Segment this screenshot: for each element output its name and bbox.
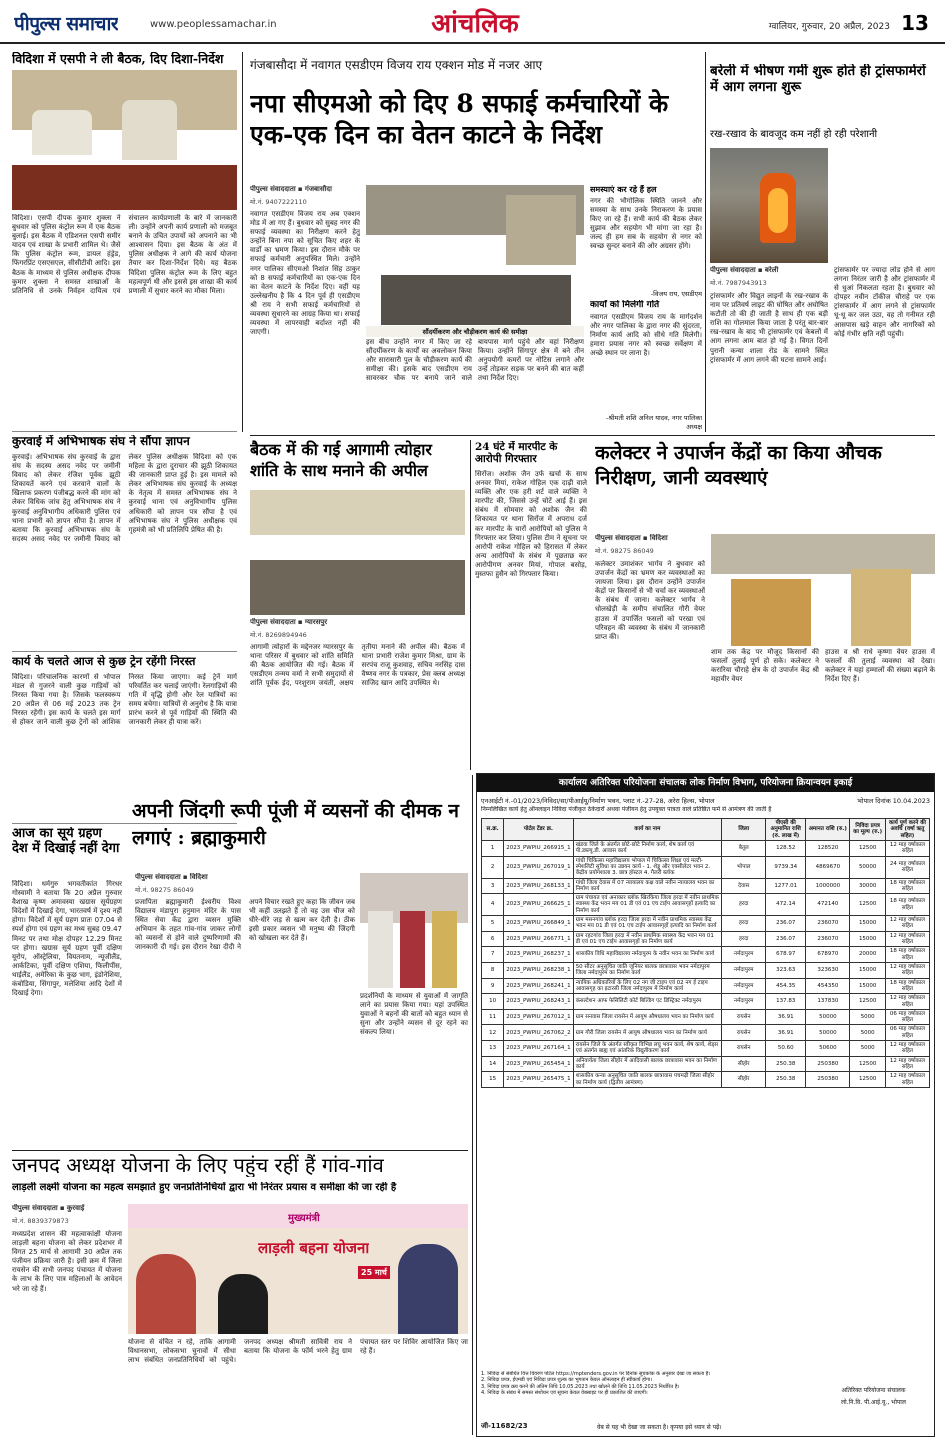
- tender-cell: न्यायिक अधिकारियों के लिए 02 नग जी टाइप एवं 02 नग ई टाइप आवासगृह का इटारसी जिला नर्मदापुरम में निर्माण कार्य: [573, 978, 721, 994]
- article-sdm-kicker: गंजबासौदा में नवागत एसडीएम विजय राय एक्शन मोड में नजर आए: [250, 58, 543, 72]
- tender-cell: 50 सीटर अनुसूचित जाति जूनियर बालक छात्रावास भवन नर्मदापुरम जिला नर्मदापुरम का निर्माण कार्य: [573, 962, 721, 978]
- column-rule: [472, 775, 473, 1435]
- tender-notes: [481, 1371, 811, 1396]
- tender-row: [482, 840, 930, 856]
- divider: [12, 651, 237, 652]
- article-sdm-body: नवागत एसडीएम विजय राय अब एक्शन मोड में आ गए हैं। बुधवार को सुबह नगर की सफाई व्यवस्था का निरीक्षण करने हेतु उन्होंने बिना नपा को सूचित किए शहर के वार्डों का भ्रमण किया। इस दौरान मौके पर सफाई कर्मचारी अनुपस्थित मिले। उन्होंने नगर पालिका सीएमओ निशांत सिंह ठाकुर को 8 सफाई कर्मचारियों का एक-एक दिन का वेतन काटने के निर्देश दिए। वहीं यह उल्लेखनीय है कि 4 दिन पूर्व ही एसडीएम श्री राय ने सभी सफाई कर्मचारियों से व्यवस्था सुधारने का आग्रह किया था। सफाई व्यवस्था में लापरवाही बर्दाश्त नहीं की जाएगी।: [250, 210, 360, 337]
- tender-cell: 5000: [850, 1025, 885, 1041]
- tender-cell: 236070: [806, 931, 850, 947]
- byline-name: पीपुल्स संवाददाता: [12, 1204, 58, 1212]
- tender-cell: 11: [482, 1009, 504, 1025]
- byline-name: पीपुल्स संवाददाता: [595, 534, 641, 542]
- tender-cell: नर्मदापुरम: [722, 978, 766, 994]
- tender-cell: गांधी जिला देवास में 07 न्यायालय कक्ष वाले नवीन न्यायालय भवन का निर्माण कार्य: [573, 878, 721, 894]
- tender-cell: 36.91: [766, 1009, 806, 1025]
- tender-col-header: निविदा प्रपत्र का मूल्य (रु.): [850, 819, 885, 841]
- article-sdm-mobile: मो.नं. 9407222110: [250, 198, 307, 206]
- transformer-fire-photo: [710, 148, 828, 263]
- tender-col-header: कार्य का नाम: [573, 819, 721, 841]
- sp-meeting-photo: [12, 70, 237, 210]
- tender-cell: 2023_PWPIU_266915_1: [504, 840, 573, 856]
- tender-cell: 18 माह वर्षाकाल सहित: [885, 878, 929, 894]
- byline-place: विदिशा: [189, 873, 208, 881]
- article-kurwai-lawyers-headline: कुरवाई में अभिभाषक संघ ने सौंपा ज्ञापन: [12, 435, 190, 448]
- tender-cell: ग्राम मसनगांव ब्लॉक हरदा जिला हरदा में नवीन प्राथमिक स्वास्थ्य केंद्र भवन मय 01 डी एवं 01 एच टाईप आवासगृहों इत्यादि का निर्माण कार्य: [573, 916, 721, 932]
- tender-cell: हरदा: [722, 931, 766, 947]
- article-peace-mobile: मो.नं. 8269894946: [250, 631, 307, 639]
- article-peace-body: आगामी त्योहारों के मद्देनजर ग्यारसपुर के थाना परिसर में बुधवार को शांति समिति की बैठक आयोजित की गई। बैठक में एसडीएम तन्मय वर्मा ने सभी समुदायों से शांति पूर्वक ईद, परशुराम जयंती, अक्षय तृतीया मनाने की अपील की। बैठक में थाना प्रभारी राजेश कुमार मिश्रा, ग्राम के सरपंच राजू कुशवाह, सचिव नरसिंह दास वैष्णव नगर के पत्रकार, प्रेस क्लब अध्यक्ष साजिद खान आदि उपस्थित थे।: [250, 643, 465, 688]
- tender-cell: 2023_PWPIU_267019_1: [504, 856, 573, 878]
- tender-col-header: स.क्र.: [482, 819, 504, 841]
- tender-cell: 137830: [806, 994, 850, 1010]
- tender-cell: ग्राम सनवास जिला रायसेन में आयुष औषधालय भवन का निर्माण कार्य: [573, 1009, 721, 1025]
- brand-logo: पीपुल्स समाचार: [14, 13, 119, 35]
- masthead: [0, 0, 945, 44]
- tender-cell: 2023_PWPIU_268241_1: [504, 978, 573, 994]
- tender-cell: रायसेन: [722, 1009, 766, 1025]
- sdm-inspection-photo: [366, 185, 584, 325]
- tender-cell: 50600: [806, 1041, 850, 1057]
- sdm-side-quote-1: -विजय राय, एसडीएम: [650, 290, 702, 298]
- peace-meeting-photo: [250, 490, 465, 615]
- tender-cell: 14: [482, 1056, 504, 1072]
- tender-cell: 2: [482, 856, 504, 878]
- tender-cell: 12500: [850, 840, 885, 856]
- article-collector-body: कलेक्टर उमाशंकर भार्गव ने बुधवार को उपार्जन केंद्रों का भ्रमण कर व्यवस्थाओं का जायजा लिया। इस दौरान उन्होंने उपार्जन केंद्रों पर किसानों से भी चर्चा कर व्यवस्थाओं के संबंध में जाना। कलेक्टर भार्गव ने धोलखेड़ी के समीप संचालित गौरी वेयर हाउस में उपार्जित फसलों को परखा एवं परिवहन की व्यवस्था के संबंध में जानकारी प्राप्त की।: [595, 560, 705, 641]
- article-kurwai-lawyers-body: कुरवाई। अभिभाषक संघ कुरवाई के द्वारा संघ के सदस्य असद नवेद पर जमीनी विवाद को लेकर रंजिश पूर्वक झूठी शिकायतें करने एवं करवाने वालों के खिलाफ प्रकरण पंजीबद्ध करने की मांग को लेकर विधिक जांच हेतु अभिभाषक संघ ने कुरवाई अनुविभागीय अधिकारी पुलिस एवं थाना प्रभारी को ज्ञापन सौंपा है। ज्ञापन में बताया कि कुरवाई अभिभाषक संघ के सदस्य असद नवेद पर जमीनी विवाद को लेकर पुलिस अधीक्षक विदिशा को एक महिला के द्वारा दुराचार की झूठी शिकायत की जानकारी प्राप्त हुई है। इस मामले को लेकर अभिभाषक संघ कुरवाई के अध्यक्ष के नेतृत्व में समस्त अभिभाषक संघ ने कुरवाई थाना एवं अनुविभागीय पुलिस अधिकारी को ज्ञापन पत्र सौंपा है एवं अभिभाषक संघ ने पुलिस अधीक्षक एवं गृहमंत्री को भी प्रतिलिपि प्रेषित की है।: [12, 453, 237, 543]
- article-transformer-body-2: ट्रांसफार्मर पर ज्यादा लोड होने से आग लगना निरंतर जारी है और ट्रांसफार्मर में से धुआं निकलता रहता है। बुधवार को दोपहर नवीन टॉकीज चौराहे पर एक ट्रांसफार्मर में आग लगने से ट्रांसफार्मर धू-धू कर जल उठा, वह तो गनीमत रही आसपास खड़े वाहन और नागरिकों को कोई गंभीर क्षति नहीं पहुंची।: [834, 266, 935, 338]
- tender-cell: गांधी चिकित्सा महाविद्यालय भोपाल में चिकित्सा शिक्षा एवं मल्टी-स्पेशलिटी सुविधा का उन्नयन कार्य - 1. शेड्ड और एक्सीलेटर भवन 2. केंद्रीय प्रयोगशाला 3. छात्र हॉस्टल 4. गैलरी ब्लॉक: [573, 856, 721, 878]
- tender-cell: भोपाल: [722, 856, 766, 878]
- tender-row: [482, 931, 930, 947]
- byline-name: पीपुल्स संवाददाता: [710, 266, 756, 274]
- tender-cell: 250380: [806, 1072, 850, 1088]
- tender-cell: 128.52: [766, 840, 806, 856]
- article-arrest-headline: 24 घंटे में मारपीट के आरोपी गिरफ्तार: [475, 441, 558, 466]
- tender-cell: 2023_PWPIU_268133_1: [504, 878, 573, 894]
- tender-cell: देवास: [722, 878, 766, 894]
- tender-cell: 250.38: [766, 1056, 806, 1072]
- collector-inspection-photo: [711, 534, 935, 646]
- tender-cell: 15000: [850, 962, 885, 978]
- tender-cell: 20000: [850, 947, 885, 963]
- tender-table: [481, 818, 930, 1088]
- sdm-photo-caption: सौंदर्यीकरण और चौड़ीकरण कार्य की समीक्षा: [366, 326, 584, 337]
- tender-cell: 678970: [806, 947, 850, 963]
- tender-intro: निम्नलिखित कार्य हेतु ऑनलाइन निविदा पंजीकृत ठेकेदारों अथवा पंजीयन हेतु उपयुक्त पात्रता वाले प्रतिष्ठित फर्म से आमंत्रण की जाती है: [481, 806, 772, 813]
- article-brahmakumari-headline: अपनी जिंदगी रूपी पूंजी में व्यसनों की दीमक न लगाएं : ब्रह्माकुमारी: [132, 800, 459, 849]
- tender-col-header: पोर्टल टेंडर क्र.: [504, 819, 573, 841]
- article-arrest-body: सिरोंज। अशोक जैन उर्फ खर्चा के साथ अनवर मियां, राकेश गोहिल एक दाढ़ी वाले व्यक्ति और एक हरी शर्ट वाले व्यक्ति ने मारपीट की, जिससे उन्हें चोटें आई हैं। इस संबंध में सोमवार को अशोक जैन की शिकायत पर थाना सिरोंज में अपराध दर्ज कर मारपीट के चारों आरोपियों को पुलिस ने गिरफ्तार कर लिया। पुलिस टीम ने सूचना पर आरोपी राकेश गोहिल को हिरासत में लेकर अन्य आरोपियों के संबंध में पूछताछ कर आरोपीगण अनवर मियां, गोपाल बसोड़, मुस्तफा हुसैन को गिरफ्तार किया।: [475, 470, 587, 579]
- tender-cell: 12 माह वर्षाकाल सहित: [885, 994, 929, 1010]
- tender-cell: बैतूल: [722, 840, 766, 856]
- tender-row: [482, 856, 930, 878]
- byline-name: पीपुल्स संवाददाता: [135, 873, 181, 881]
- tender-cell: 472140: [806, 894, 850, 916]
- tender-cell: 5: [482, 916, 504, 932]
- tender-row: [482, 878, 930, 894]
- tender-cell: 1000000: [806, 878, 850, 894]
- sdm-side-quote-2: -श्रीमती शशि अनिल यादव, नगर पालिका अध्यक्ष: [605, 414, 702, 431]
- tender-cell: 15: [482, 1072, 504, 1088]
- article-brahmakumari-body-2: प्रदर्शनियों के माध्यम से युवाओं में जागृति लाने का प्रयास किया गया। यहां उपस्थित युवाओं ने बहनों की बातों को बहुत ध्यान से सुना और उन्होंने व्यसन से दूर रहने का संकल्प लिया।: [360, 992, 468, 1037]
- column-rule: [705, 52, 706, 432]
- tender-cell: 13: [482, 1041, 504, 1057]
- sdm-side-heading-2: कार्यों को मिलेगी गति: [590, 300, 660, 310]
- tender-cell: 4: [482, 894, 504, 916]
- tender-cell: 2023_PWPIU_267062_2: [504, 1025, 573, 1041]
- tender-cell: 2023_PWPIU_265454_1: [504, 1056, 573, 1072]
- tender-cell: 36.91: [766, 1025, 806, 1041]
- tender-cell: 12500: [850, 894, 885, 916]
- article-sp-meeting-headline: विदिशा में एसपी ने ली बैठक, दिए दिशा-निर्देश: [12, 52, 224, 66]
- column-rule: [242, 52, 243, 432]
- byline-place: गंजबासौदा: [304, 185, 332, 193]
- tender-cell: 454.35: [766, 978, 806, 994]
- tender-cell: 12 माह वर्षाकाल सहित: [885, 840, 929, 856]
- tender-cell: 323630: [806, 962, 850, 978]
- site-url[interactable]: www.peoplessamachar.in: [150, 19, 277, 30]
- tender-cell: 12 माह वर्षाकाल सहित: [885, 916, 929, 932]
- tender-cell: 6: [482, 931, 504, 947]
- byline-place: कुरवाई: [66, 1204, 85, 1212]
- tender-cell: 2023_PWPIU_268243_1: [504, 994, 573, 1010]
- tender-cell: हरदा: [722, 916, 766, 932]
- tender-cell: 1277.01: [766, 878, 806, 894]
- tender-sign-1: अतिरिक्त परियोजना संचालक: [841, 1387, 906, 1394]
- article-janpad-sub: लाड़ली लक्ष्मी योजना का महत्व समझाते हुए जनप्रतिनिधियों द्वारा भी निरंतर प्रयास व समीक्षा की जा रही है: [12, 1182, 397, 1193]
- tender-note: 3. निविदा प्रपत्र क्रय करने की अंतिम तिथि 10.05.2023 तथा खोलने की तिथि 11.05.2023 निर्धारित है।: [481, 1383, 680, 1390]
- tender-cell: 4869670: [806, 856, 850, 878]
- tender-cell: 30000: [850, 878, 885, 894]
- tender-cell: 12 माह वर्षाकाल सहित: [885, 931, 929, 947]
- tender-title: कार्यालय अतिरिक्त परियोजना संचालक लोक निर्माण विभाग, परियोजना क्रियान्वयन इकाई: [477, 774, 934, 792]
- poster-date: 25 मार्च: [358, 1266, 390, 1279]
- tender-cell: अनिवार्यता जिला सीहोर में आदिवासी बालक छात्रावास भवन का निर्माण कार्य: [573, 1056, 721, 1072]
- tender-row: [482, 1025, 930, 1041]
- tender-cell: 15000: [850, 978, 885, 994]
- article-transformer-mobile: मो.नं. 7987943913: [710, 279, 767, 287]
- tender-cell: सीहोर: [722, 1072, 766, 1088]
- tender-cell: रायसेन: [722, 1025, 766, 1041]
- tender-cell: ग्राम रहटगांव जिला हरदा में नवीन प्राथमिक स्वास्थ्य केंद्र भवन मय 01 डी एवं 01 एच टाईप आवासगृहों का निर्माण कार्य: [573, 931, 721, 947]
- tender-date: भोपाल दिनांक 10.04.2023: [857, 797, 930, 805]
- tender-row: [482, 1056, 930, 1072]
- poster-main: लाड़ली बहना योजना: [258, 1239, 370, 1257]
- article-transformer-body: ट्रांसफार्मर और विद्युत लाइनों के रख-रखाव के नाम पर प्रतिवर्ष लाइट की घोषित और अघोषित कटौती तो की ही जाती है साथ ही एक बड़ी राशि का गोलमाल किया जाता है परंतु बार-बार रख-रखाव के बाद भी ट्रांसफार्मर एवं केबलों में आग लगना आम बात हो गई है। विगत दिनों पुरानी कन्या शाला रोड के सामने स्थित ट्रांसफार्मर में आग लगने की घटना सामने आई।: [710, 292, 828, 364]
- article-transformer-byline: पीपुल्स संवाददाता ▪ बरेली: [710, 266, 779, 274]
- tender-cell: 15000: [850, 931, 885, 947]
- tender-cell: 2023_PWPIU_267164_1: [504, 1041, 573, 1057]
- article-brahmakumari-body: प्रजापिता ब्रह्माकुमारी ईश्वरीय विश्व विद्यालय मंडापुरा हनुमान मंदिर के पास स्थित सेवा केंद्र द्वारा व्यसन मुक्ति अभियान के तहत गांव-गांव जाकर लोगों को व्यसनों से होने वाले दुष्परिणामों की जानकारी दी गई। इस दौरान रेखा दीदी ने अपने विचार रखते हुए कहा कि जीवन जब भी कहीं उलझते हैं तो वह उस चीज को धीरे-धीरे जड़ से खत्म कर देती है। ठीक इसी प्रकार व्यसन भी मनुष्य की जिंदगी को खोखला कर देते हैं।: [135, 898, 355, 952]
- column-rule: [470, 440, 471, 770]
- tender-cell: 12500: [850, 1056, 885, 1072]
- tender-row: [482, 994, 930, 1010]
- article-trains-body: विदिशा। परिचालनिक कारणों से भोपाल मंडल से गुजरने वाली कुछ गाड़ियों को निरस्त किया गया है। जिसके फलस्वरूप 20 अप्रैल से 06 मई 2023 तक ट्रेन निरस्त रहेंगी। इस कार्य के चलते इस मार्ग से होकर जाने वाली कुछ ट्रेनों को आंशिक निरस्त किया जाएगा। कई ट्रेनें मार्ग परिवर्तित कर चलाई जाएंगी। रेलगाड़ियों की गति में वृद्धि होगी और रेल यात्रियों का समय बचेगा। यात्रियों से अनुरोध है कि यात्रा प्रारंभ करने से पूर्व गाड़ियों की स्थिति की जानकारी लेकर ही यात्रा करें।: [12, 673, 237, 727]
- tender-ro-number: जी-11682/23: [481, 1422, 528, 1430]
- tender-cell: 323.63: [766, 962, 806, 978]
- tender-cell: 50.60: [766, 1041, 806, 1057]
- tender-cell: 12500: [850, 1072, 885, 1088]
- tender-row: [482, 978, 930, 994]
- page-number: 13: [901, 11, 929, 35]
- article-collector-mobile: मो.नं. 98275 86049: [595, 547, 654, 555]
- tender-row: [482, 1009, 930, 1025]
- tender-cell: नर्मदापुरम: [722, 947, 766, 963]
- collector-photo-caption: शाम तक केंद्र पर मौजूद किसानों की फसलों तुलाई पूर्ण हो सके। कलेक्टर ने करारिया चौराहे क्षेत्र के दो उपार्जन केंद्र श्री महावीर वेयर: [711, 648, 819, 684]
- tender-cell: 5000: [850, 1041, 885, 1057]
- tender-cell: 678.97: [766, 947, 806, 963]
- tender-row: [482, 894, 930, 916]
- tender-cell: ग्राम पंचायत एवं अनाकार ब्लॉक खिरकिया जिला हरदा में नवीन प्राथमिक स्वास्थ्य केंद्र भवन मय 01 डी एवं 01 एच टाईप आवासगृहों इत्यादि का निर्माण कार्य: [573, 894, 721, 916]
- tender-cell: 2023_PWPIU_268237_1: [504, 947, 573, 963]
- tender-cell: 454350: [806, 978, 850, 994]
- tender-cell: 236.07: [766, 916, 806, 932]
- article-collector-headline: कलेक्टर ने उपार्जन केंद्रों का किया औचक निरीक्षण, जानी व्यवस्थाएं: [595, 442, 882, 489]
- sdm-side-heading: समस्याएं कर रहे हैं हल: [590, 185, 657, 194]
- tender-cell: 06 माह वर्षाकाल सहित: [885, 1009, 929, 1025]
- article-sdm-headline: नपा सीएमओ को दिए 8 सफाई कर्मचारियों के एक-एक दिन का वेतन काटने के निर्देश: [250, 89, 669, 150]
- byline-place: विदिशा: [649, 534, 668, 542]
- poster-title: मुख्यमंत्री: [288, 1213, 320, 1224]
- tender-table-header: [482, 819, 930, 841]
- tender-cell: 18 माह वर्षाकाल सहित: [885, 978, 929, 994]
- horizontal-rule: [250, 435, 935, 436]
- article-brahmakumari-mobile: मो.नं. 98275 86049: [135, 886, 194, 894]
- tender-cell: 472.14: [766, 894, 806, 916]
- tender-row: [482, 1041, 930, 1057]
- tender-cell: 1: [482, 840, 504, 856]
- tender-note: 4. निविदा के संबंध में समस्त संशोधन एवं सूचना केवल वेबसाइट पर ही प्रकाशित की जाएगी।: [481, 1389, 648, 1396]
- tender-cell: 12500: [850, 994, 885, 1010]
- article-eclipse-headline: आज का सूर्य ग्रहण देश में दिखाई नहीं देगा: [12, 827, 120, 856]
- tender-cell: 5000: [850, 1009, 885, 1025]
- article-peace-meeting-headline: बैठक में की गई आगामी त्योहार शांति के साथ मनाने की अपील: [250, 440, 432, 480]
- tender-cell: 2023_PWPIU_265475_1: [504, 1072, 573, 1088]
- ladli-bahna-poster-photo: [128, 1204, 468, 1334]
- tender-cell: 12 माह वर्षाकाल सहित: [885, 962, 929, 978]
- article-transformer-headline: बरेली में भीषण गर्मी शुरू होते ही ट्रांसफार्मरों में आग लगना शुरू: [710, 64, 926, 95]
- tender-cell: 7: [482, 947, 504, 963]
- tender-cell: 2023_PWPIU_266849_1: [504, 916, 573, 932]
- tender-cell: 9: [482, 978, 504, 994]
- tender-cell: 250.38: [766, 1072, 806, 1088]
- article-sdm-byline: पीपुल्स संवाददाता ▪ गंजबासौदा: [250, 185, 332, 193]
- byline-name: पीपुल्स संवाददाता: [250, 185, 296, 193]
- tender-cell: 12 माह वर्षाकाल सहित: [885, 1072, 929, 1088]
- brahmakumari-photo: [360, 873, 468, 988]
- tender-cell: 10: [482, 994, 504, 1010]
- article-sdm-body-2: इस बीच उन्होंने नगर में किए जा रहे सौंदर्यीकरण के कार्यों का अवलोकन किया और सारासारी पुल के चौड़ीकरण कार्य की समीक्षा की। इसके बाद एसडीएम राय सावरकर चौक पर बनाये जाने वाले बायपास मार्ग पहुंचे और वहां निरीक्षण किया। उन्होंने सिंगापुर क्षेत्र में बने तीन अनुपयोगी कमरों पर नोटिस लगाने और उन्हें तोड़कर सड़क पर बनने की बात कहीं तथा निर्देश दिए।: [366, 338, 584, 383]
- tender-cell: 50000: [806, 1025, 850, 1041]
- tender-cell: नर्मदापुरम: [722, 962, 766, 978]
- tender-cell: 128520: [806, 840, 850, 856]
- tender-cell: 12: [482, 1025, 504, 1041]
- tender-notice: [476, 773, 935, 1437]
- section-title: आंचलिक: [431, 9, 519, 39]
- article-peace-byline: पीपुल्स संवाददाता ▪ ग्यारसपुर: [250, 618, 328, 626]
- tender-cell: 50000: [850, 856, 885, 878]
- divider: [12, 431, 237, 432]
- article-sp-meeting-body: विदिशा। एसपी दीपक कुमार शुक्ला ने बुधवार को पुलिस कंट्रोल रूम में एक बैठक बुलाई। इस बैठक में एडिशनल एसपी समीर यादव एवं शाखा के प्रभारी शामिल थे। जैसे कि पुलिस कंट्रोल रूम, डायल हंड्रेड, फिंगरप्रिंट एसएसएल, सीसीटीवी आदि। इस बैठक के माध्यम से पुलिस अधीक्षक दीपक कुमार शुक्ला ने समस्त शाखाओं के प्रतिनिधि से उनके निर्वहन दायित्व एवं संचालन कार्यप्रणाली के बारे में जानकारी ली। उन्होंने अपनी कार्य प्रणाली को मजबूत बनाने के उचित उपायों को अपनाने का भी आश्वासन दिया। इस बैठक के अंत में पुलिस अधीक्षक ने आगे की कार्य योजना तैयार कर दिशा-निर्देश दिये। यह बैठक विदिशा पुलिस कंट्रोल रूम के लिए बहुत महत्वपूर्ण थी और इससे इस शाखा की कार्य प्रणाली में सुधार करने का मौका मिला।: [12, 214, 237, 295]
- tender-cell: 06 माह वर्षाकाल सहित: [885, 1025, 929, 1041]
- tender-cell: 9739.34: [766, 856, 806, 878]
- article-brahmakumari-byline: पीपुल्स संवाददाता ▪ विदिशा: [135, 873, 208, 881]
- tender-row: [482, 962, 930, 978]
- sdm-side-point-2: नवागत एसडीएम विजय राय के मार्गदर्शन और नगर पालिका के द्वारा नगर की सुंदरता, निर्माण कार्य आदि को सीधे गति मिलेगी। हमारा प्रयास नगर को स्वच्छ सर्वेक्षण में अच्छे स्थान पर लाना है।: [590, 313, 702, 358]
- tender-cell: नर्मदापुरम: [722, 994, 766, 1010]
- tender-cell: 24 माह वर्षाकाल सहित: [885, 856, 929, 878]
- tender-table-wrap: [481, 818, 930, 1088]
- tender-cell: 236.07: [766, 931, 806, 947]
- tender-col-header: जिला: [722, 819, 766, 841]
- tender-cell: 3: [482, 878, 504, 894]
- tender-row: [482, 1072, 930, 1088]
- article-janpad-body-2: योजना से वंचित न रहे, ताकि आगामी विधानसभा, लोकसभा चुनावों में सीधा लाभ संबंधित जनप्रतिनिधियों को पहुंचे। जनपद अध्यक्ष श्रीमती सावित्री राय ने बताया कि योजना के फॉर्म भरने हेतु ग्राम पंचायत स्तर पर शिविर आयोजित किए जा रहे हैं।: [128, 1338, 468, 1365]
- tender-cell: 2023_PWPIU_266771_1: [504, 931, 573, 947]
- tender-cell: 12 माह वर्षाकाल सहित: [885, 1056, 929, 1072]
- horizontal-rule: [12, 1150, 468, 1151]
- tender-cell: कंसल्टेशन आफ फेसिलिटी कोर्ट बिल्डिंग एट डिस्ट्रिक्ट नर्मदापुरम: [573, 994, 721, 1010]
- tender-cell: शासकीय विधि महाविद्यालय नर्मदापुरम के नवीन भवन का निर्माण कार्य: [573, 947, 721, 963]
- tender-row: [482, 916, 930, 932]
- tender-ref: एनआईटी नं.-01/2023/निविदा/सा/पीआईयू/निर्माण भवन, प्लाट नं.-27-28, अरेरा हिल्स, भोपाल: [481, 797, 715, 805]
- article-collector-body-2: हाउस व श्री राधे कृष्णा वेयर हाउस में फसलों की तुलाई व्यवस्था को देखा। कलेक्टर ने यहां हम्मालों की संख्या बढ़ाने के निर्देश दिए हैं।: [825, 648, 935, 684]
- tender-col-header: पीएसी की अनुमानित राशि (रु. लाख में): [766, 819, 806, 841]
- article-collector-byline: पीपुल्स संवाददाता ▪ विदिशा: [595, 534, 668, 542]
- tender-col-header: कार्य पूर्ण करने की अवधि (वर्षा ऋतु सहित): [885, 819, 929, 841]
- tender-col-header: अमानत राशि (रु.): [806, 819, 850, 841]
- tender-cell: शासकीय कन्या अनुसूचित जाति बालक छात्रावास पचमढ़ी जिला सीहोर का निर्माण कार्य (द्वितीय आमंत्रण): [573, 1072, 721, 1088]
- article-janpad-headline: जनपद अध्यक्ष योजना के लिए पहुंच रहीं हैं गांव-गांव: [12, 1154, 384, 1177]
- tender-cell: 250380: [806, 1056, 850, 1072]
- tender-cell: 2023_PWPIU_266625_1: [504, 894, 573, 916]
- article-trains-headline: कार्य के चलते आज से कुछ ट्रेन रहेंगी निरस्त: [12, 655, 196, 668]
- tender-cell: सीहोर: [722, 1056, 766, 1072]
- tender-cell: 18 माह वर्षाकाल सहित: [885, 894, 929, 916]
- tender-cell: 2023_PWPIU_268238_1: [504, 962, 573, 978]
- byline-name: पीपुल्स संवाददाता: [250, 618, 296, 626]
- tender-cell: ग्राम गौरी जिला रायसेन में आयुष औषधालय भवन का निर्माण कार्य: [573, 1025, 721, 1041]
- tender-cell: 2023_PWPIU_267012_1: [504, 1009, 573, 1025]
- tender-note: 2. निविदा प्रपत्र, ईएमडी एवं निविदा प्रपत्र शुल्क का भुगतान केवल ऑनलाइन ही स्वीकार्य होगा।: [481, 1377, 653, 1384]
- tender-cell: 50000: [806, 1009, 850, 1025]
- article-janpad-body: मध्यप्रदेश शासन की महत्वाकांक्षी योजना लाड़ली बहना योजना को लेकर प्रदेशभर में विगत 25 मार्च से आगामी 30 अप्रैल तक पंजीयन प्रक्रिया जारी है। इसी क्रम में जिला रायसेन की सभी जनपद पंचायत में योजना के लाभ के लिए पात्र महिलाओं के आवेदन भरे जा रहे हैं।: [12, 1230, 122, 1293]
- dateline: ग्वालियर, गुरुवार, 20 अप्रैल, 2023: [768, 22, 890, 32]
- article-eclipse-body: विदिशा। धर्मगुरु भगवतीकांत गिरधर गोस्वामी ने बताया कि 20 अप्रैल गुरुवार वैशाख कृष्ण अमावस्या खग्रास सूर्यग्रहण विदेशों में दिखाई देगा, भारतवर्ष में दृश्य नहीं होगा। विदेशों में सूर्य ग्रहण प्रातः 07.04 से स्पर्श होगा एवं ग्रहण का मध्य सुबह 09.47 मिनट पर तथा मोक्ष दोपहर 12.29 मिनट पर होगा। खग्रास सूर्य ग्रहण पूर्वी दक्षिण यूरोप, ऑस्ट्रेलिया, वियतनाम, न्यूजीलैंड, आर्कटिका, पूर्वी दक्षिण एशिया, फिलीपींस, थाईलैंड, अमेरिका के कुछ भाग, इंडोनेशिया, कंबोडिया, सिंगापुर, मलेशिया आदि देशों में दिखाई देगा।: [12, 880, 122, 998]
- tender-sign-2: लो.नि.वि. पी.आई.यू., भोपाल: [841, 1399, 906, 1406]
- tender-cell: हरदा: [722, 894, 766, 916]
- tender-cell: 18 माह वर्षाकाल सहित: [885, 947, 929, 963]
- tender-footer-note: वेब से यह भी देखा जा सकता है। कृपया इसे ध्यान से पढ़ें।: [597, 1424, 722, 1431]
- article-janpad-mobile: मो.नं. 8839379873: [12, 1217, 69, 1225]
- tender-cell: 8: [482, 962, 504, 978]
- tender-cell: रायसेन: [722, 1041, 766, 1057]
- sdm-side-point-1: नगर की भौगोलिक स्थिति जानने और समस्या के साथ उनके निराकरण के प्रयास किए जा रहे हैं। सभी कार्य की बैठक लेकर सुझाव और सहयोग भी मांगा जा रहा है। जल्द ही हम सब के सहयोग से नगर को स्वच्छ सुन्दर बनाने की ओर अग्रसर होंगे।: [590, 197, 702, 251]
- article-transformer-sub: रख-रखाव के बावजूद कम नहीं हो रही परेशानी: [710, 129, 878, 140]
- tender-cell: खंडवा जिले के अंतर्गत छोटे-छोटे निर्माण कार्य, शेष कार्य एवं पी.डब्ल्यू.डी. आवास कार्य: [573, 840, 721, 856]
- tender-cell: 15000: [850, 916, 885, 932]
- tender-cell: 12 माह वर्षाकाल सहित: [885, 1041, 929, 1057]
- tender-row: [482, 947, 930, 963]
- article-janpad-byline: पीपुल्स संवाददाता ▪ कुरवाई: [12, 1204, 85, 1212]
- byline-place: बरेली: [764, 266, 779, 274]
- tender-cell: रायसेन जिले के अंतर्गत स्वीकृत विभिन्न लघु भवन कार्य, शेष कार्य, शेड्स एवं अंतर्गत बाह्य एवं आंतरिक विद्युतीकरण कार्य: [573, 1041, 721, 1057]
- tender-note: 1. निविदा से संबंधित वित्त विवरण पोर्टल https://mptenders.gov.in पर दिनांक सूचकांक के अनुसार देखा जा सकता है।: [481, 1371, 711, 1377]
- tender-cell: 137.83: [766, 994, 806, 1010]
- byline-place: ग्यारसपुर: [304, 618, 328, 626]
- tender-cell: 236070: [806, 916, 850, 932]
